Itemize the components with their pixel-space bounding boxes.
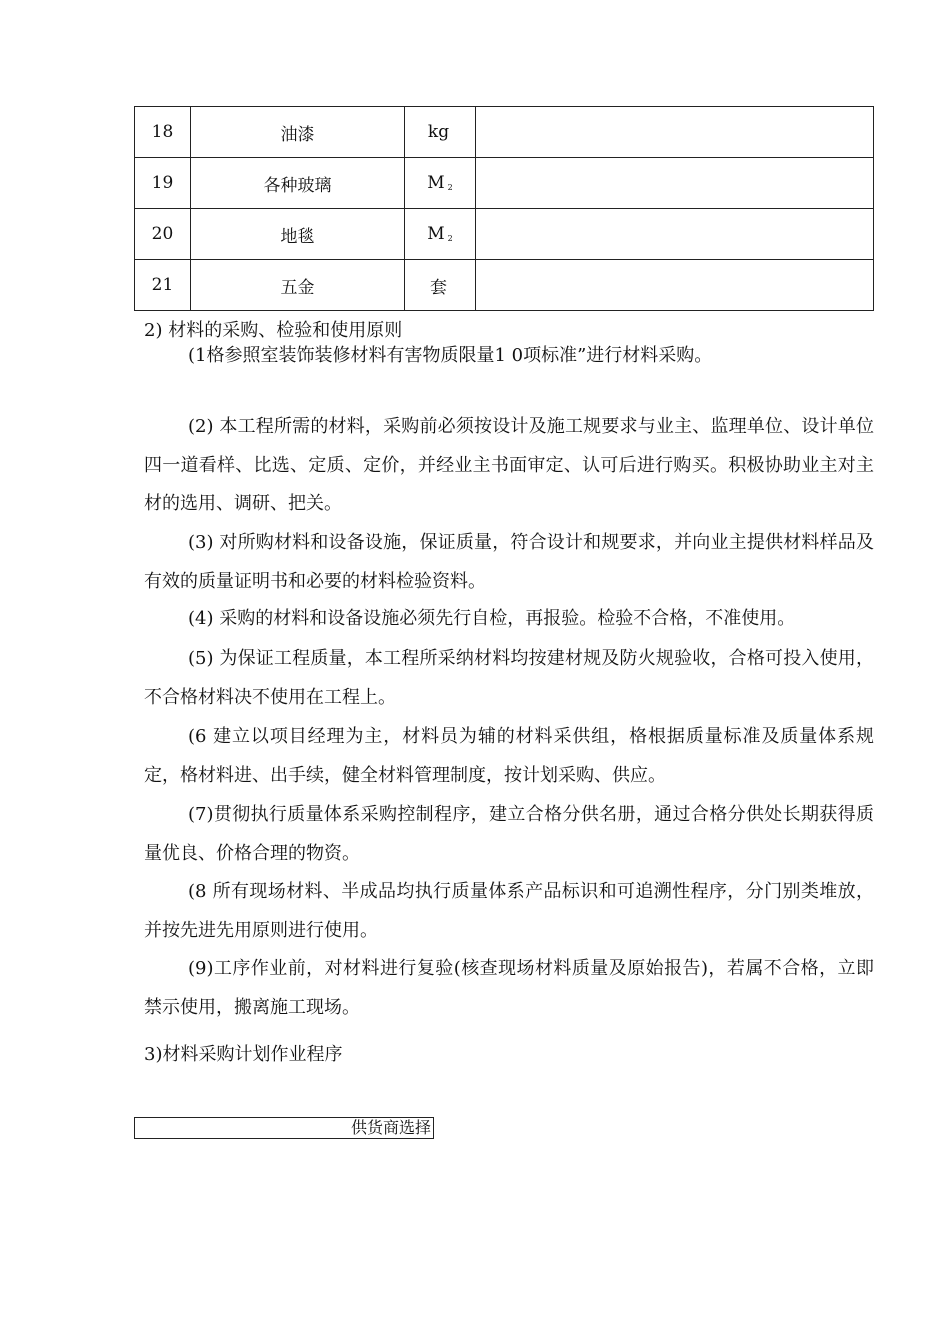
material-note bbox=[476, 209, 874, 260]
paragraph-7: (7)贯彻执行质量体系采购控制程序，建立合格分供名册，通过合格分供处长期获得质量优良、价格合理的物资。 bbox=[144, 804, 874, 864]
unit-text: 套 bbox=[430, 277, 447, 298]
table-row bbox=[135, 158, 874, 209]
paragraph-9: (9)工序作业前，对材料进行复验(核查现场材料质量及原始报告)，若属不合格，立即禁示使用，搬离施工现场。 bbox=[144, 958, 874, 1018]
unit-superscript: 2 bbox=[447, 234, 453, 243]
material-unit bbox=[405, 260, 476, 311]
material-note bbox=[476, 158, 874, 209]
material-name: 油漆 bbox=[191, 107, 405, 158]
paragraph-2: (2) 本工程所需的材料，采购前必须按设计及施工规要求与业主、监理单位、设计单位四一道看样、比选、定质、定价，并经业主书面审定、认可后进行购买。积极协助业主对主材的选用、调研、把关。 bbox=[144, 416, 874, 514]
material-note bbox=[476, 260, 874, 311]
material-unit bbox=[405, 107, 476, 158]
section-heading-procurement-principles: 2) 材料的采购、检验和使用原则 bbox=[144, 320, 403, 341]
row-number: 21 bbox=[135, 260, 191, 311]
paragraph-4: (4) 采购的材料和设备设施必须先行自检，再报验。检验不合格，不准使用。 bbox=[188, 608, 796, 629]
section-heading-procurement-plan: 3)材料采购计划作业程序 bbox=[144, 1044, 343, 1065]
row-number: 19 bbox=[135, 158, 191, 209]
material-name: 五金 bbox=[191, 260, 405, 311]
unit-text: M bbox=[427, 173, 445, 193]
materials-table-body bbox=[135, 107, 874, 311]
paragraph-5: (5) 为保证工程质量，本工程所采纳材料均按建材规及防火规验收，合格可投入使用，不合格材料决不使用在工程上。 bbox=[144, 648, 874, 708]
unit-superscript: 2 bbox=[447, 183, 453, 192]
unit-text: M bbox=[427, 224, 445, 244]
materials-table bbox=[134, 106, 874, 311]
table-row bbox=[135, 260, 874, 311]
material-note bbox=[476, 107, 874, 158]
row-number: 20 bbox=[135, 209, 191, 260]
material-name: 各种玻璃 bbox=[191, 158, 405, 209]
paragraph-8: (8 所有现场材料、半成品均执行质量体系产品标识和可追溯性程序，分门别类堆放，并按先进先用原则进行使用。 bbox=[144, 881, 874, 941]
material-unit bbox=[405, 209, 476, 260]
material-name: 地毯 bbox=[191, 209, 405, 260]
paragraph-3: (3) 对所购材料和设备设施，保证质量，符合设计和规要求，并向业主提供材料样品及有效的质量证明书和必要的材料检验资料。 bbox=[144, 532, 874, 592]
table-row bbox=[135, 107, 874, 158]
unit-text: kg bbox=[427, 122, 450, 142]
row-number: 18 bbox=[135, 107, 191, 158]
paragraph-1: (1格参照室装饰装修材料有害物质限量1 0项标准”进行材料采购。 bbox=[188, 345, 713, 366]
table-row bbox=[135, 209, 874, 260]
flowchart-box-supplier-selection: 供货商选择 bbox=[134, 1117, 434, 1139]
material-unit bbox=[405, 158, 476, 209]
paragraph-6: (6 建立以项目经理为主，材料员为辅的材料采供组，格根据质量标准及质量体系规定，格材料进、出手续，健全材料管理制度，按计划采购、供应。 bbox=[144, 726, 874, 786]
